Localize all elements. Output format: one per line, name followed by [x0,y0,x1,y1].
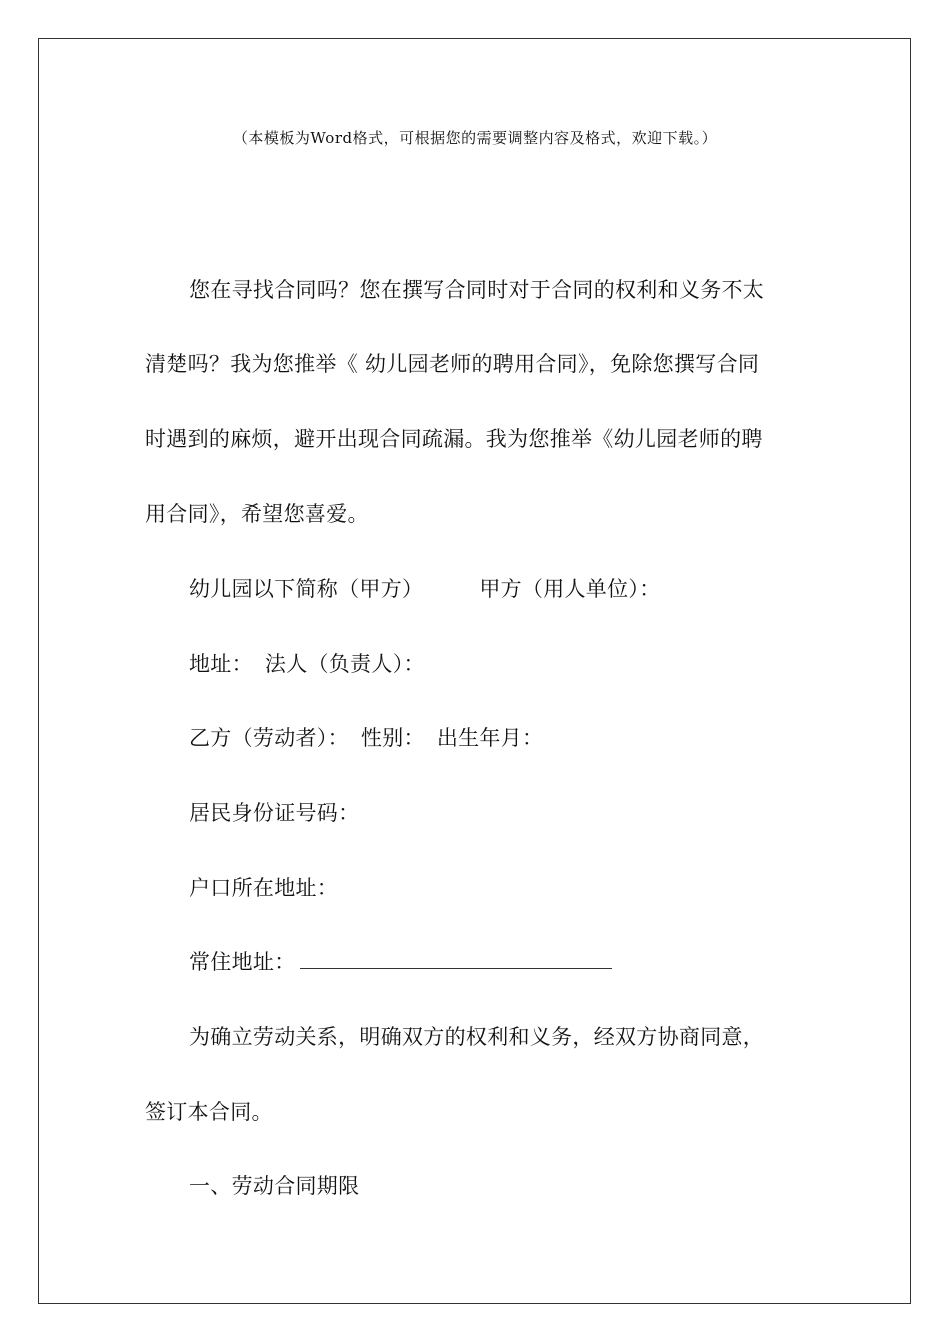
intro-line-4: 用合同》，希望您喜爱。 [145,502,369,526]
intro-line-3: 时遇到的麻烦，避开出现合同疏漏。我为您推举《幼儿园老师的聘 [145,427,763,451]
party-a-employer-label: 甲方（用人单位）： [479,577,661,601]
residence-address-blank [300,950,612,969]
address-line [189,648,425,678]
residence-address-label: 常住地址： [189,950,296,974]
id-number-label: 居民身份证号码： [189,801,360,825]
legal-rep-label: 法人（负责人）： [264,652,425,676]
intro-line-1: 您在寻找合同吗？您在撰写合同时对于合同的权利和义务不太 [189,278,765,302]
residence-address-line [189,946,612,976]
purpose-line-1: 为确立劳动关系，明确双方的权利和义务，经双方协商同意， [189,1025,765,1049]
purpose-line-2: 签订本合同。 [145,1100,273,1124]
party-a-line [189,573,661,603]
household-address-label: 户口所在地址： [189,876,339,900]
template-note: （本模板为Word格式，可根据您的需要调整内容及格式，欢迎下载。） [232,129,718,147]
section-1-title: 一、劳动合同期限 [189,1174,360,1198]
party-b-line [189,722,543,752]
address-label: 地址： [189,652,253,676]
party-b-label: 乙方（劳动者）： [189,726,349,750]
birth-label: 出生年月： [436,726,544,750]
intro-line-2: 清楚吗？我为您推举《 幼儿园老师的聘用合同》，免除您撰写合同 [145,352,760,376]
gender-label: 性别： [360,726,425,750]
party-a-short-name: 幼儿园以下简称（甲方） [189,577,424,601]
